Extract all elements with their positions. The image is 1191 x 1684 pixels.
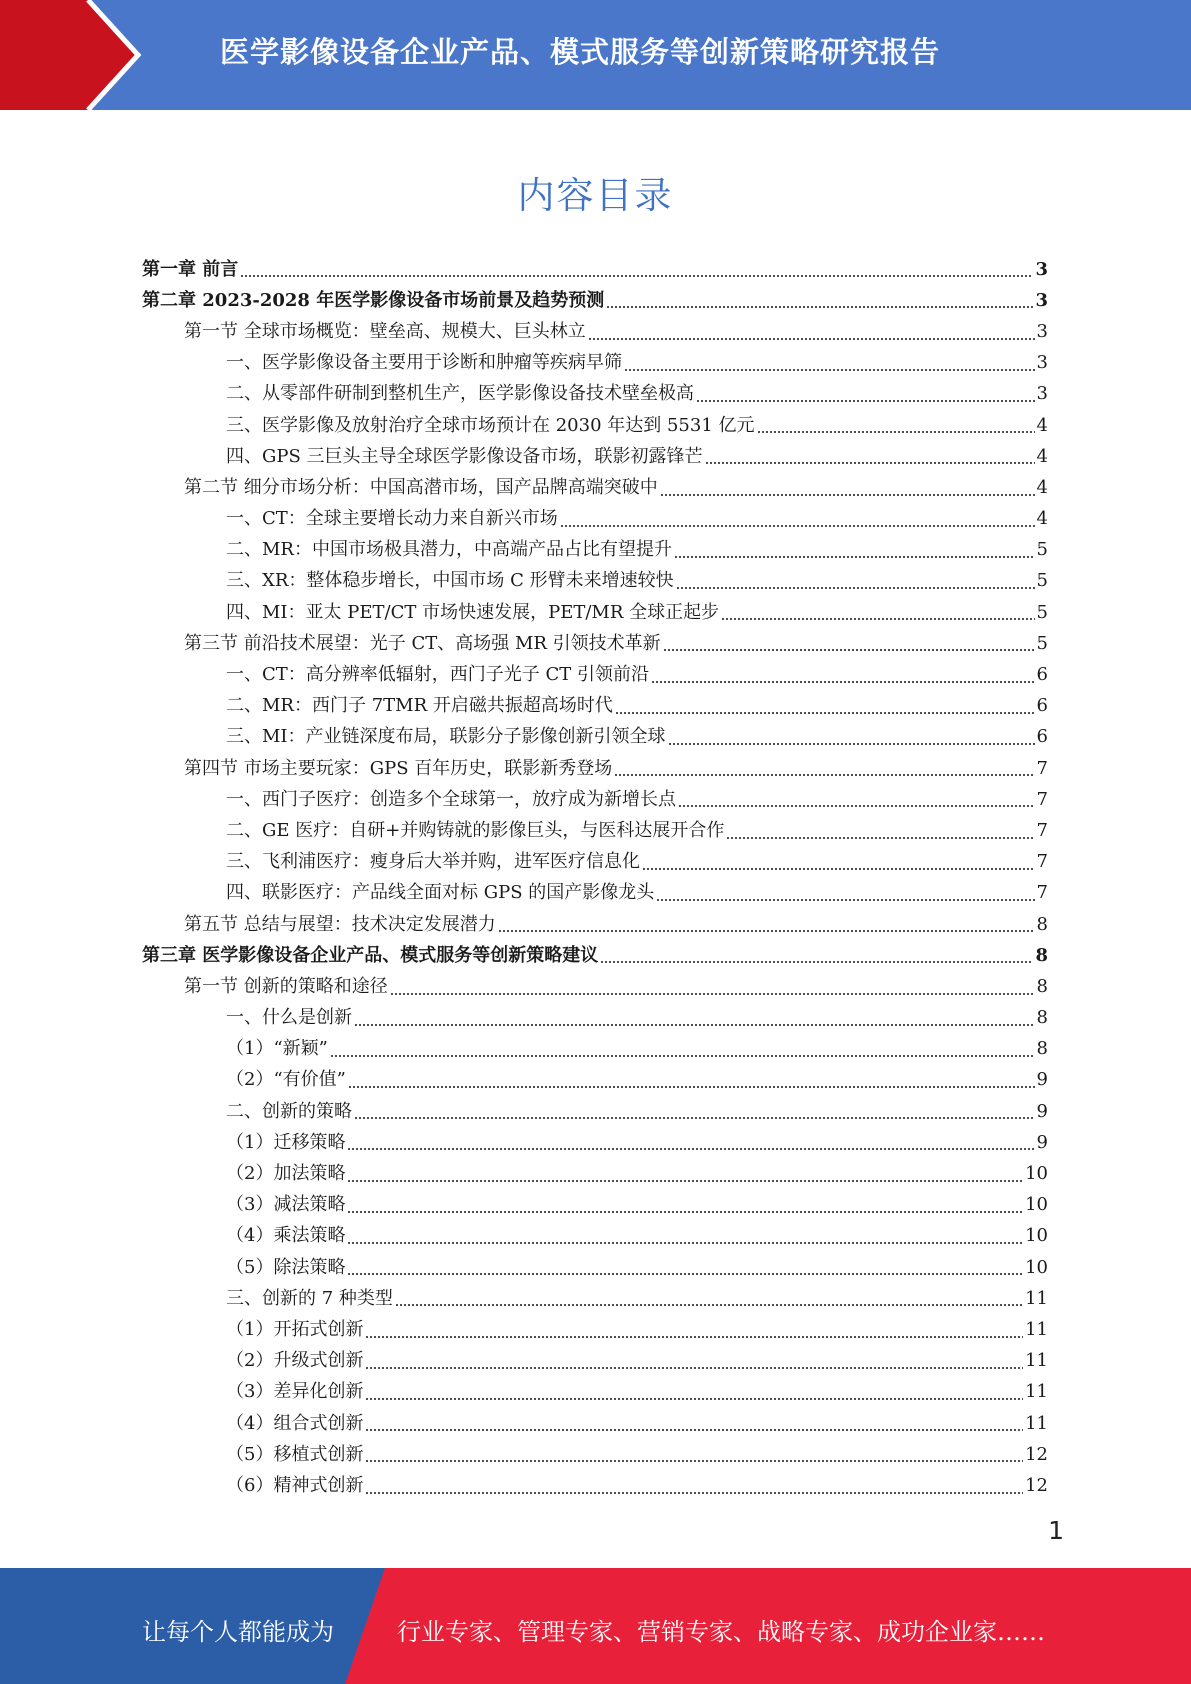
toc-entry[interactable]: [142, 1190, 1048, 1221]
toc-entry-page: 8: [1035, 944, 1048, 966]
toc-leader-dots: [624, 369, 1035, 371]
toc-entry[interactable]: [142, 597, 1048, 628]
toc-entry-label: 三、医学影像及放射治疗全球市场预计在 2030 年达到 5531 亿元: [226, 414, 755, 436]
toc-entry-label: 一、什么是创新: [226, 1007, 352, 1029]
toc-leader-dots: [348, 1086, 1035, 1088]
toc-entry[interactable]: [142, 441, 1048, 472]
header-arrow-decoration: [0, 0, 160, 110]
toc-entry[interactable]: [142, 1096, 1048, 1127]
toc-entry-label: （5）除法策略: [226, 1256, 346, 1278]
toc-leader-dots: [365, 1492, 1023, 1494]
page-number: 1: [1048, 1516, 1064, 1545]
toc-entry[interactable]: [142, 1377, 1048, 1408]
toc-leader-dots: [365, 1367, 1023, 1369]
toc-entry[interactable]: [142, 971, 1048, 1002]
toc-leader-dots: [560, 525, 1035, 527]
toc-leader-dots: [354, 1117, 1035, 1119]
toc-entry[interactable]: [142, 1346, 1048, 1377]
toc-leader-dots: [674, 556, 1035, 558]
report-title: 医学影像设备企业产品、模式服务等创新策略研究报告: [220, 35, 941, 69]
toc-entry[interactable]: [142, 1283, 1048, 1314]
toc-leader-dots: [642, 868, 1035, 870]
toc-entry[interactable]: [142, 566, 1048, 597]
toc-entry[interactable]: [142, 784, 1048, 815]
toc-entry[interactable]: [142, 348, 1048, 379]
header-banner: [0, 0, 1191, 110]
toc-entry-label: 三、飞利浦医疗：瘦身后大举并购，进军医疗信息化: [226, 851, 640, 873]
toc-leader-dots: [614, 774, 1034, 776]
toc-entry-label: 第一节 全球市场概览：壁垒高、规模大、巨头林立: [184, 320, 586, 342]
toc-entry[interactable]: [142, 878, 1048, 909]
toc-entry-label: 三、XR：整体稳步增长，中国市场 C 形臂未来增速较快: [226, 570, 674, 592]
toc-entry[interactable]: [142, 472, 1048, 503]
toc-entry[interactable]: [142, 1034, 1048, 1065]
toc-entry[interactable]: [142, 909, 1048, 940]
toc-leader-dots: [240, 275, 1033, 277]
toc-entry[interactable]: [142, 628, 1048, 659]
toc-entry-label: 第三章 医学影像设备企业产品、模式服务等创新策略建议: [142, 944, 599, 966]
toc-entry[interactable]: [142, 254, 1048, 285]
toc-leader-dots: [726, 837, 1034, 839]
toc-entry[interactable]: [142, 659, 1048, 690]
toc-entry-label: 一、CT：高分辨率低辐射，西门子光子 CT 引领前沿: [226, 664, 649, 686]
toc-entry[interactable]: [142, 504, 1048, 535]
toc-entry-page: 5: [1036, 539, 1048, 561]
toc-entry-label: （3）减法策略: [226, 1194, 346, 1216]
toc-entry-page: 11: [1025, 1350, 1048, 1372]
toc-entry[interactable]: [142, 1221, 1048, 1252]
toc-entry[interactable]: [142, 1065, 1048, 1096]
toc-entry-page: 4: [1036, 414, 1048, 436]
toc-entry-label: （2）加法策略: [226, 1163, 346, 1185]
toc-entry-label: 第一章 前言: [142, 258, 239, 280]
toc-heading: 内容目录: [517, 174, 674, 217]
toc-entry[interactable]: [142, 1127, 1048, 1158]
toc-leader-dots: [365, 1460, 1023, 1462]
toc-entry-page: 5: [1036, 632, 1048, 654]
toc-entry-page: 7: [1036, 757, 1048, 779]
toc-entry[interactable]: [142, 1439, 1048, 1470]
toc-entry[interactable]: [142, 691, 1048, 722]
toc-entry-page: 7: [1036, 851, 1048, 873]
toc-entry-page: 10: [1025, 1163, 1048, 1185]
toc-leader-dots: [347, 1242, 1023, 1244]
toc-entry[interactable]: [142, 1314, 1048, 1345]
toc-entry-page: 11: [1025, 1381, 1048, 1403]
toc-entry-page: 10: [1025, 1256, 1048, 1278]
toc-leader-dots: [600, 961, 1033, 963]
toc-entry[interactable]: [142, 1408, 1048, 1439]
toc-entry-label: （1）迁移策略: [226, 1131, 346, 1153]
toc-entry-label: 二、MR：中国市场极具潜力，中高端产品占比有望提升: [226, 539, 672, 561]
toc-leader-dots: [663, 649, 1035, 651]
toc-entry-label: 四、联影医疗：产品线全面对标 GPS 的国产影像龙头: [226, 882, 655, 904]
toc-entry-page: 3: [1035, 289, 1048, 311]
toc-leader-dots: [347, 1211, 1023, 1213]
toc-entry-page: 12: [1025, 1474, 1048, 1496]
toc-entry-label: 二、创新的策略: [226, 1100, 352, 1122]
toc-leader-dots: [390, 993, 1035, 995]
toc-entry-label: 二、GE 医疗：自研+并购铸就的影像巨头，与医科达展开合作: [226, 819, 725, 841]
toc-entry-label: 第五节 总结与展望：技术决定发展潜力: [184, 913, 496, 935]
toc-entry-label: （4）乘法策略: [226, 1225, 346, 1247]
toc-leader-dots: [330, 1055, 1035, 1057]
toc-leader-dots: [721, 618, 1034, 620]
footer-slogan-left: 让每个人都能成为: [142, 1618, 334, 1646]
toc-entry-page: 9: [1036, 1131, 1048, 1153]
toc-entry-page: 8: [1036, 1007, 1048, 1029]
footer-slogan-right: 行业专家、管理专家、营销专家、战略专家、成功企业家……: [397, 1618, 1045, 1646]
toc-entry-page: 10: [1025, 1194, 1048, 1216]
toc-entry-page: 3: [1036, 320, 1048, 342]
toc-entry-label: （1）“新颖”: [226, 1038, 328, 1060]
toc-leader-dots: [668, 743, 1035, 745]
toc-entry-label: 第三节 前沿技术展望：光子 CT、高场强 MR 引领技术革新: [184, 632, 661, 654]
toc-leader-dots: [365, 1398, 1023, 1400]
toc-entry[interactable]: [142, 1252, 1048, 1283]
toc-entry-label: 第二节 细分市场分析：中国高潜市场，国产品牌高端突破中: [184, 476, 658, 498]
toc-entry-page: 10: [1025, 1225, 1048, 1247]
toc-entry-page: 3: [1036, 352, 1048, 374]
toc-leader-dots: [347, 1148, 1034, 1150]
toc-entry[interactable]: [142, 1158, 1048, 1189]
toc-leader-dots: [676, 587, 1035, 589]
toc-entry-label: 三、创新的 7 种类型: [226, 1287, 393, 1309]
toc-entry[interactable]: [142, 722, 1048, 753]
toc-leader-dots: [354, 1024, 1035, 1026]
toc-entry-page: 9: [1036, 1100, 1048, 1122]
toc-entry-page: 7: [1036, 819, 1048, 841]
toc-entry-page: 12: [1025, 1443, 1048, 1465]
toc-leader-dots: [498, 930, 1035, 932]
toc-entry-label: 一、CT：全球主要增长动力来自新兴市场: [226, 508, 558, 530]
toc-entry-page: 4: [1036, 508, 1048, 530]
toc-entry-label: 一、西门子医疗：创造多个全球第一，放疗成为新增长点: [226, 788, 676, 810]
toc-entry-label: 四、MI：亚太 PET/CT 市场快速发展，PET/MR 全球正起步: [226, 601, 720, 623]
toc-entry-page: 11: [1025, 1287, 1048, 1309]
toc-leader-dots: [365, 1429, 1023, 1431]
toc-entry[interactable]: [142, 847, 1048, 878]
toc-leader-dots: [588, 338, 1035, 340]
table-of-contents: [142, 254, 1048, 1502]
toc-leader-dots: [365, 1336, 1023, 1338]
toc-entry[interactable]: [142, 1470, 1048, 1501]
toc-entry[interactable]: [142, 410, 1048, 441]
toc-entry-label: （2）升级式创新: [226, 1350, 364, 1372]
toc-entry-page: 6: [1036, 695, 1048, 717]
toc-entry-page: 8: [1036, 913, 1048, 935]
toc-entry-label: 第一节 创新的策略和途径: [184, 975, 388, 997]
toc-entry-page: 5: [1036, 601, 1048, 623]
toc-entry-label: （6）精神式创新: [226, 1474, 364, 1496]
toc-leader-dots: [395, 1304, 1023, 1306]
toc-entry[interactable]: [142, 1003, 1048, 1034]
toc-entry[interactable]: [142, 379, 1048, 410]
toc-entry-label: （4）组合式创新: [226, 1412, 364, 1434]
toc-leader-dots: [347, 1180, 1023, 1182]
toc-entry[interactable]: [142, 940, 1048, 971]
toc-entry-page: 11: [1025, 1412, 1048, 1434]
toc-entry-page: 8: [1036, 975, 1048, 997]
toc-entry-page: 4: [1036, 476, 1048, 498]
toc-entry-label: 三、MI：产业链深度布局，联影分子影像创新引领全球: [226, 726, 666, 748]
toc-entry-label: 二、从零部件研制到整机生产，医学影像设备技术壁垒极高: [226, 383, 694, 405]
toc-entry[interactable]: [142, 316, 1048, 347]
toc-entry-page: 9: [1036, 1069, 1048, 1091]
toc-entry-page: 8: [1036, 1038, 1048, 1060]
toc-entry-label: 四、GPS 三巨头主导全球医学影像设备市场，联影初露锋芒: [226, 445, 703, 467]
toc-entry-page: 5: [1036, 570, 1048, 592]
toc-entry-label: 二、MR：西门子 7TMR 开启磁共振超高场时代: [226, 695, 613, 717]
toc-entry-label: （1）开拓式创新: [226, 1318, 364, 1340]
toc-leader-dots: [757, 431, 1035, 433]
toc-entry-label: （5）移植式创新: [226, 1443, 364, 1465]
toc-entry-page: 7: [1036, 788, 1048, 810]
toc-entry-page: 3: [1036, 383, 1048, 405]
toc-leader-dots: [656, 899, 1034, 901]
toc-leader-dots: [696, 400, 1035, 402]
toc-leader-dots: [615, 712, 1035, 714]
toc-leader-dots: [705, 462, 1035, 464]
footer-banner: [0, 1568, 1191, 1684]
toc-entry-label: 第二章 2023-2028 年医学影像设备市场前景及趋势预测: [142, 289, 605, 311]
toc-entry-label: 一、医学影像设备主要用于诊断和肿瘤等疾病早筛: [226, 352, 622, 374]
toc-leader-dots: [606, 306, 1033, 308]
toc-leader-dots: [660, 494, 1035, 496]
toc-entry-page: 4: [1036, 445, 1048, 467]
toc-entry-page: 6: [1036, 726, 1048, 748]
toc-entry-label: （2）“有价值”: [226, 1069, 346, 1091]
toc-leader-dots: [678, 805, 1035, 807]
toc-leader-dots: [347, 1273, 1023, 1275]
toc-leader-dots: [651, 681, 1035, 683]
toc-entry-page: 3: [1035, 258, 1048, 280]
toc-entry[interactable]: [142, 815, 1048, 846]
toc-entry[interactable]: [142, 753, 1048, 784]
toc-entry-label: （3）差异化创新: [226, 1381, 364, 1403]
toc-entry-page: 7: [1036, 882, 1048, 904]
toc-entry-page: 11: [1025, 1318, 1048, 1340]
toc-entry[interactable]: [142, 535, 1048, 566]
toc-entry-page: 6: [1036, 664, 1048, 686]
toc-entry-label: 第四节 市场主要玩家：GPS 百年历史，联影新秀登场: [184, 757, 613, 779]
toc-entry[interactable]: [142, 285, 1048, 316]
